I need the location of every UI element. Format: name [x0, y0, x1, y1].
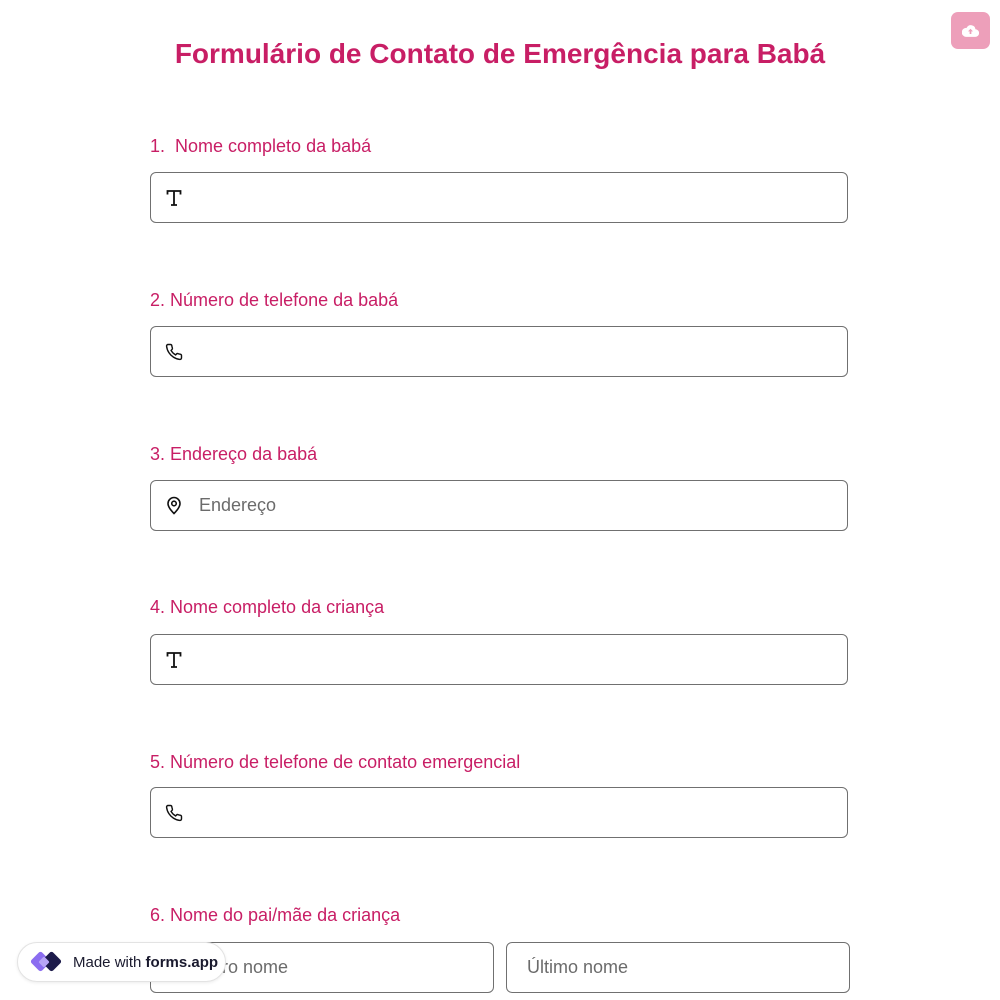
babysitter-name-input[interactable]	[199, 173, 847, 222]
question-2-field[interactable]	[150, 326, 848, 377]
question-5-field[interactable]	[150, 787, 848, 838]
parent-last-name-field[interactable]	[506, 942, 850, 993]
parent-last-name-input[interactable]	[527, 943, 849, 992]
badge-brand: forms.app	[145, 953, 219, 971]
question-4-label: 4. Nome completo da criança	[150, 597, 385, 617]
cloud-upload-icon	[962, 24, 979, 37]
form-title: Formulário de Contato de Emergência para Babá	[174, 38, 826, 69]
question-6-label: 6. Nome do pai/mãe da criança	[150, 905, 401, 925]
phone-icon	[164, 342, 184, 362]
text-icon	[164, 650, 184, 670]
text-icon	[164, 188, 184, 208]
babysitter-phone-input[interactable]	[199, 327, 847, 376]
made-with-forms-app-badge[interactable]	[17, 942, 226, 982]
phone-icon	[164, 803, 184, 823]
forms-app-logo-icon	[26, 945, 68, 979]
question-1-label: 1. Nome completo da babá	[150, 136, 372, 156]
question-5-label: 5. Número de telefone de contato emergencial	[150, 752, 521, 772]
babysitter-address-input[interactable]	[199, 481, 847, 530]
question-3-label: 3. Endereço da babá	[150, 444, 318, 464]
question-4-field[interactable]	[150, 634, 848, 685]
question-1-field[interactable]	[150, 172, 848, 223]
question-3-field[interactable]	[150, 480, 848, 531]
location-pin-icon	[164, 496, 184, 516]
child-name-input[interactable]	[199, 635, 847, 684]
badge-prefix: Made with	[73, 953, 146, 971]
emergency-phone-input[interactable]	[199, 788, 847, 837]
question-2-label: 2. Número de telefone da babá	[150, 290, 399, 310]
